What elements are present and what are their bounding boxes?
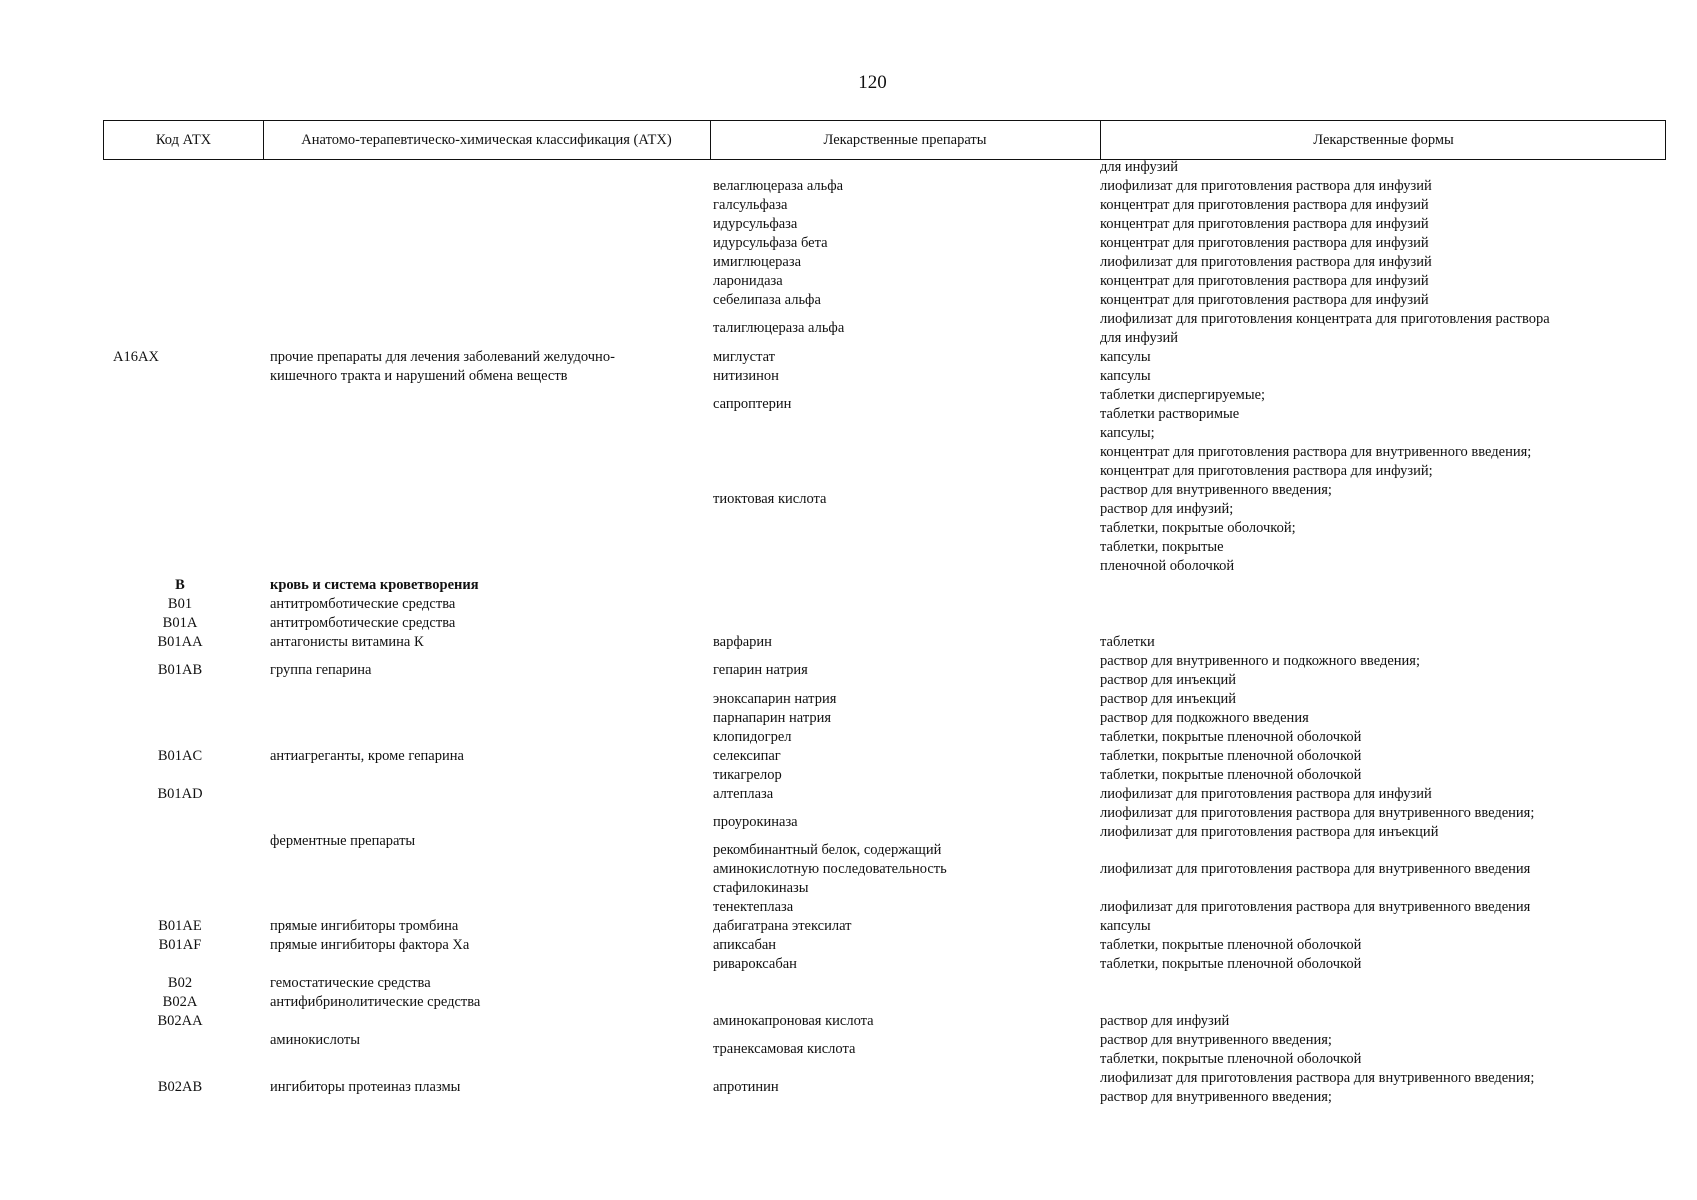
dosage-form: для инфузий bbox=[1100, 330, 1178, 346]
dosage-form: таблетки bbox=[1100, 634, 1155, 650]
drug-name: варфарин bbox=[713, 634, 772, 650]
dosage-form: лиофилизат для приготовления раствора для внутривенного введения; bbox=[1100, 1070, 1535, 1086]
drug-name: галсульфаза bbox=[713, 197, 788, 213]
drug-name: клопидогрел bbox=[713, 729, 792, 745]
drug-name: сапроптерин bbox=[713, 396, 792, 412]
atc-code: B01A bbox=[162, 615, 198, 631]
atc-classification: антитромботические средства bbox=[270, 596, 456, 612]
atc-classification: кишечного тракта и нарушений обмена веществ bbox=[270, 368, 568, 384]
header-forms: Лекарственные формы bbox=[1313, 131, 1454, 148]
atc-classification: антиагреганты, кроме гепарина bbox=[270, 748, 464, 764]
dosage-form: раствор для внутривенного введения; bbox=[1100, 482, 1332, 498]
atc-classification: антитромботические средства bbox=[270, 615, 456, 631]
dosage-form: раствор для внутривенного введения; bbox=[1100, 1032, 1332, 1048]
dosage-form: таблетки, покрытые пленочной оболочкой bbox=[1100, 748, 1362, 764]
atc-classification: прямые ингибиторы фактора Xa bbox=[270, 937, 470, 953]
dosage-form: концентрат для приготовления раствора для внутривенного введения; bbox=[1100, 444, 1532, 460]
dosage-form: лиофилизат для приготовления концентрата для приготовления раствора bbox=[1100, 311, 1550, 327]
drug-name: аминокапроновая кислота bbox=[713, 1013, 874, 1029]
drug-name: талиглюцераза альфа bbox=[713, 320, 845, 336]
atc-code: B01AE bbox=[158, 918, 202, 934]
dosage-form: раствор для инфузий bbox=[1100, 1013, 1230, 1029]
dosage-form: лиофилизат для приготовления раствора для внутривенного введения bbox=[1100, 899, 1531, 915]
atc-classification: аминокислоты bbox=[270, 1032, 360, 1048]
dosage-form: таблетки, покрытые пленочной оболочкой bbox=[1100, 1051, 1362, 1067]
dosage-form: лиофилизат для приготовления раствора для инфузий bbox=[1100, 178, 1432, 194]
drug-name: тикагрелор bbox=[713, 767, 782, 783]
dosage-form: раствор для инъекций bbox=[1100, 672, 1237, 688]
drug-name: апиксабан bbox=[713, 937, 777, 953]
drug-name: рекомбинантный белок, содержащий bbox=[713, 842, 942, 858]
drug-name: ларонидаза bbox=[713, 273, 783, 289]
atc-classification: группа гепарина bbox=[270, 662, 372, 678]
drug-name: селексипаг bbox=[713, 748, 781, 764]
dosage-form: раствор для внутривенного и подкожного введения; bbox=[1100, 653, 1420, 669]
page-number: 120 bbox=[858, 72, 887, 93]
drug-name: миглустат bbox=[713, 349, 775, 365]
drug-name: апротинин bbox=[713, 1079, 779, 1095]
header-classification: Анатомо-терапевтическо-химическая классификация (АТХ) bbox=[301, 131, 672, 148]
dosage-form: концентрат для приготовления раствора для инфузий; bbox=[1100, 463, 1433, 479]
dosage-form: концентрат для приготовления раствора для инфузий bbox=[1100, 216, 1429, 232]
drug-name: идурсульфаза bbox=[713, 216, 798, 232]
drug-name: транексамовая кислота bbox=[713, 1041, 856, 1057]
dosage-form: концентрат для приготовления раствора для инфузий bbox=[1100, 235, 1429, 251]
drug-name: имиглюцераза bbox=[713, 254, 802, 270]
atc-code: B01AA bbox=[157, 634, 203, 650]
atc-code: B01AF bbox=[158, 937, 202, 953]
dosage-form: капсулы; bbox=[1100, 425, 1155, 441]
dosage-form: лиофилизат для приготовления раствора для инъекций bbox=[1100, 824, 1439, 840]
dosage-form: концентрат для приготовления раствора для инфузий bbox=[1100, 292, 1429, 308]
atc-classification: прямые ингибиторы тромбина bbox=[270, 918, 459, 934]
dosage-form: раствор для инъекций bbox=[1100, 691, 1237, 707]
atc-classification: антифибринолитические средства bbox=[270, 994, 481, 1010]
drug-name: велаглюцераза альфа bbox=[713, 178, 844, 194]
dosage-form: таблетки диспергируемые; bbox=[1100, 387, 1266, 403]
dosage-form: лиофилизат для приготовления раствора для внутривенного введения bbox=[1100, 861, 1531, 877]
dosage-form: таблетки растворимые bbox=[1100, 406, 1240, 422]
dosage-form: лиофилизат для приготовления раствора для инфузий bbox=[1100, 254, 1432, 270]
dosage-form: таблетки, покрытые пленочной оболочкой bbox=[1100, 729, 1362, 745]
dosage-form: концентрат для приготовления раствора для инфузий bbox=[1100, 273, 1429, 289]
atc-code: B01AC bbox=[157, 748, 203, 764]
dosage-form: таблетки, покрытые оболочкой; bbox=[1100, 520, 1296, 536]
dosage-form: таблетки, покрытые bbox=[1100, 539, 1224, 555]
dosage-form: таблетки, покрытые пленочной оболочкой bbox=[1100, 956, 1362, 972]
atc-code: B02 bbox=[167, 975, 193, 991]
drug-name: себелипаза альфа bbox=[713, 292, 821, 308]
atc-code: B01 bbox=[167, 596, 193, 612]
dosage-form: концентрат для приготовления раствора для инфузий bbox=[1100, 197, 1429, 213]
drug-name: дабигатрана этексилат bbox=[713, 918, 852, 934]
atc-classification: кровь и система кроветворения bbox=[270, 577, 479, 593]
dosage-form: раствор для инфузий; bbox=[1100, 501, 1234, 517]
atc-classification: антагонисты витамина К bbox=[270, 634, 424, 650]
drug-name: ривароксабан bbox=[713, 956, 797, 972]
atc-code: A16AX bbox=[113, 349, 159, 365]
drug-name: парнапарин натрия bbox=[713, 710, 832, 726]
drug-name: стафилокиназы bbox=[713, 880, 809, 896]
header-code: Код АТХ bbox=[155, 131, 212, 148]
drug-name: аминокислотную последовательность bbox=[713, 861, 947, 877]
atc-code: B02A bbox=[162, 994, 198, 1010]
dosage-form: раствор для подкожного введения bbox=[1100, 710, 1309, 726]
table-header bbox=[103, 120, 1666, 160]
drug-name: проурокиназа bbox=[713, 814, 798, 830]
atc-code: B01AB bbox=[157, 662, 203, 678]
drug-name: идурсульфаза бета bbox=[713, 235, 828, 251]
dosage-form: лиофилизат для приготовления раствора для внутривенного введения; bbox=[1100, 805, 1535, 821]
drug-name: тиоктовая кислота bbox=[713, 491, 827, 507]
header-drugs: Лекарственные препараты bbox=[823, 131, 987, 148]
dosage-form: лиофилизат для приготовления раствора для инфузий bbox=[1100, 786, 1432, 802]
dosage-form: капсулы bbox=[1100, 349, 1151, 365]
drug-name: эноксапарин натрия bbox=[713, 691, 837, 707]
drug-name: гепарин натрия bbox=[713, 662, 808, 678]
dosage-form: капсулы bbox=[1100, 918, 1151, 934]
atc-code: B02AB bbox=[157, 1079, 203, 1095]
atc-code: B bbox=[175, 577, 185, 593]
atc-classification: прочие препараты для лечения заболеваний желудочно- bbox=[270, 349, 615, 365]
dosage-form: капсулы bbox=[1100, 368, 1151, 384]
atc-code: B02AA bbox=[157, 1013, 203, 1029]
dosage-form: раствор для внутривенного введения; bbox=[1100, 1089, 1332, 1105]
drug-name: тенектеплаза bbox=[713, 899, 794, 915]
atc-code: B01AD bbox=[157, 786, 203, 802]
dosage-form: пленочной оболочкой bbox=[1100, 558, 1235, 574]
dosage-form: таблетки, покрытые пленочной оболочкой bbox=[1100, 767, 1362, 783]
dosage-form: таблетки, покрытые пленочной оболочкой bbox=[1100, 937, 1362, 953]
atc-classification: ингибиторы протеиназ плазмы bbox=[270, 1079, 461, 1095]
drug-name: алтеплаза bbox=[713, 786, 774, 802]
atc-classification: гемостатические средства bbox=[270, 975, 431, 991]
atc-classification: ферментные препараты bbox=[270, 833, 416, 849]
dosage-form: для инфузий bbox=[1100, 159, 1178, 175]
drug-name: нитизинон bbox=[713, 368, 779, 384]
